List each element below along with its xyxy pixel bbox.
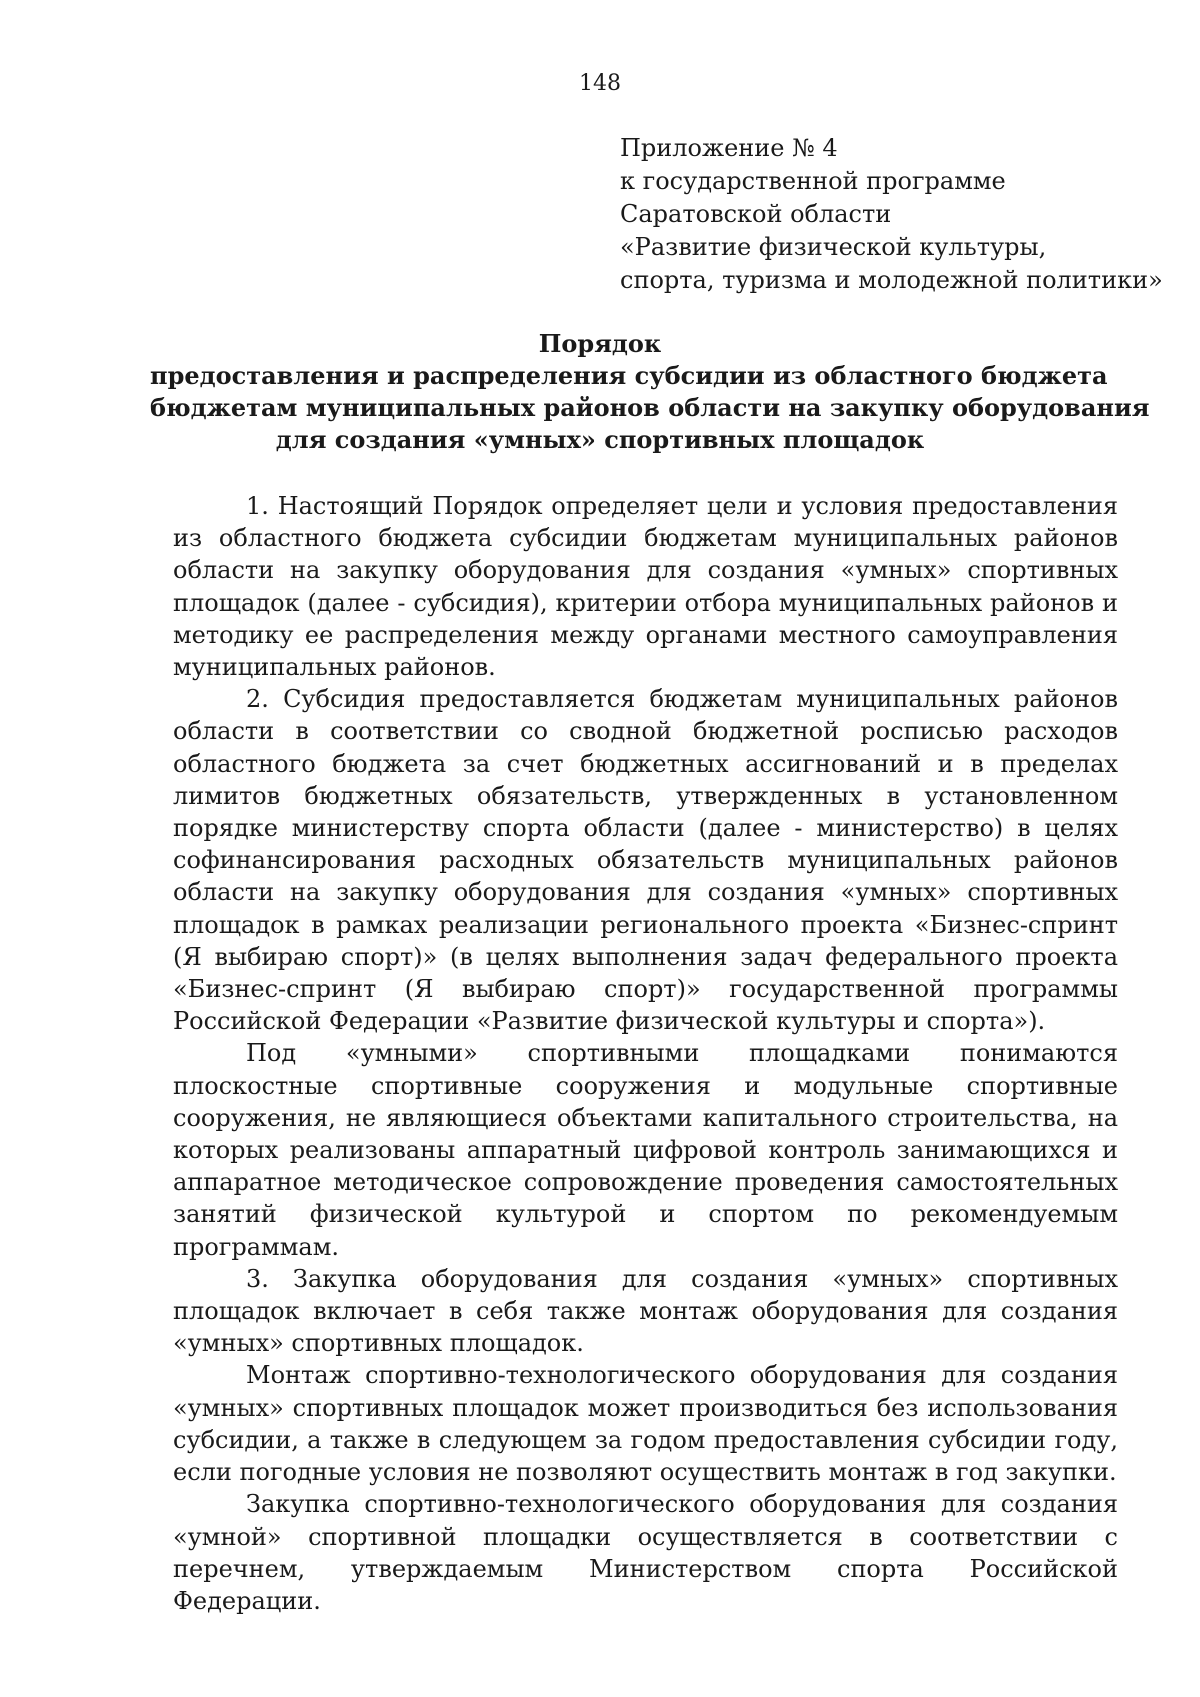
title-line: предоставления и распределения субсидии из областного бюджета [150,361,1108,390]
document-body [173,490,1118,1617]
page-number: 148 [579,71,621,96]
paragraph: 3. Закупка оборудования для создания «умных» спортивных площадок включает в себя также монтаж оборудования для создания «умных» спортивных площадок. [173,1264,1118,1358]
paragraph: Под «умными» спортивными площадками понимаются плоскостные спортивные сооружения и модульные спортивные сооружения, не являющиеся объектами капитального строительства, на которых реализованы аппаратный цифровой контроль занимающихся и аппаратное методическое сопровождение проведения самостоятельных занятий физической культурой и спортом по рекомендуемым программам. [173,1039,1118,1261]
appendix-line: Саратовской области [620,200,892,228]
paragraph: 2. Субсидия предоставляется бюджетам муниципальных районов области в соответствии со сводной бюджетной росписью расходов областного бюджета за счет бюджетных ассигнований и в пределах лимитов бюджетных обязательств, утвержденных в установленном порядке министерству спорта области (далее - министерство) в целях софинансирования расходных обязательств муниципальных районов области на закупку оборудования для создания «умных» спортивных площадок в рамках реализации регионального проекта «Бизнес-спринт (Я выбираю спорт)» (в целях выполнения задач федерального проекта «Бизнес-спринт (Я выбираю спорт)» государственной программы Российской Федерации «Развитие физической культуры и спорта»). [173,685,1118,1036]
title-line: Порядок [538,329,662,358]
appendix-line: к государственной программе [620,167,1006,195]
title-line: бюджетам муниципальных районов области на закупку оборудования [150,393,1150,422]
paragraph: Монтаж спортивно-технологического оборудования для создания «умных» спортивных площадок может производиться без использования субсидии, а также в следующем за годом предоставления субсидии году, если погодные условия не позволяют осуществить монтаж в год закупки. [173,1361,1118,1487]
appendix-line: Приложение № 4 [620,134,838,162]
appendix-line: спорта, туризма и молодежной политики» [620,266,1163,294]
appendix-line: «Развитие физической культуры, [620,233,1047,261]
title-line: для создания «умных» спортивных площадок [275,425,925,454]
appendix-block [620,132,1180,297]
paragraph: Закупка спортивно-технологического оборудования для создания «умной» спортивной площадки осуществляется в соответствии с перечнем, утверждаемым Министерством спорта Российской Федерации. [173,1490,1118,1615]
document-title [150,328,1150,456]
paragraph: 1. Настоящий Порядок определяет цели и условия предоставления из областного бюджета субсидии бюджетам муниципальных районов области на закупку оборудования для создания «умных» спортивных площадок (далее - субсидия), критерии отбора муниципальных районов и методику ее распределения между органами местного самоуправления муниципальных районов. [173,492,1118,682]
